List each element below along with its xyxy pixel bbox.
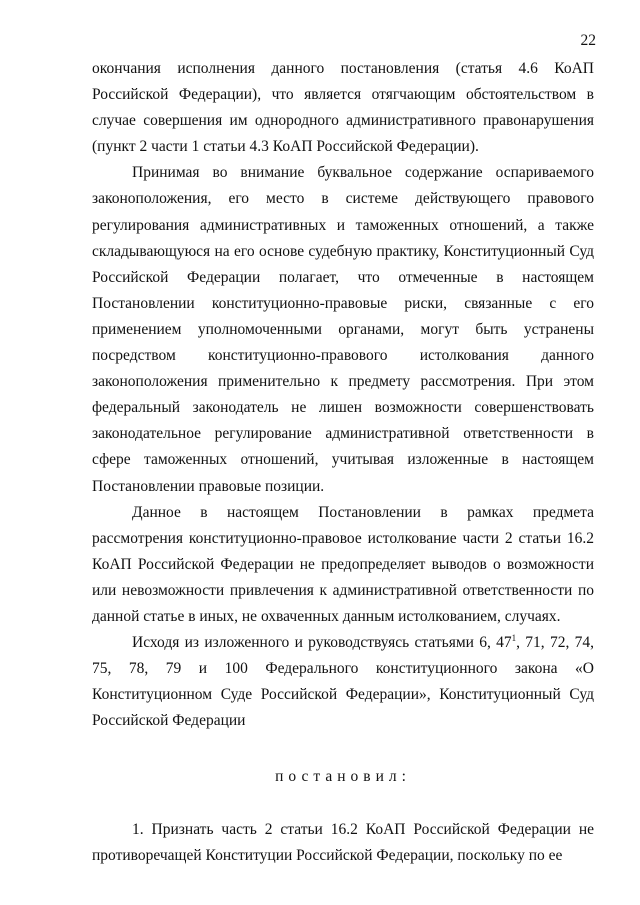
resolved-heading: постановил: (275, 768, 411, 786)
paragraph-legal-basis (92, 630, 594, 734)
legal-basis-text-end: , 71, 72, 74, 75, 78, 79 и 100 Федерального конституционного закона «О Конституционном Суде Российской Федерации», Конституционный Суд Российской Федерации (92, 634, 595, 730)
paragraph-continuation: окончания исполнения данного постановления (статья 4.6 КоАП Российской Федерации), что является отягчающим обстоятельством в случае совершения им однородного административного правонарушения (пункт 2 части 1 статьи 4.3 КоАП Российской Федерации). (92, 60, 594, 156)
paragraph-legal-risks: Принимая во внимание буквальное содержание оспариваемого законоположения, его место в системе действующего правового регулирования административных и таможенных отношений, а также складывающуюся на его основе судебную практику, Конституционный Суд Российской Федерации полагает, что отмеченные в настоящем Постановлении конституционно-правовые риски, связанные с его применением уполномоченными органами, могут быть устранены посредством конституционно-правового истолкования данного законоположения применительно к предмету рассмотрения. При этом федеральный законодатель не лишен возможности совершенствовать законодательное регулирование административной ответственности в сфере таможенных отношений, учитывая изложенные в настоящем Постановлении правовые позиции. (92, 164, 594, 495)
document-body (92, 56, 594, 869)
article-superscript: 1 (511, 633, 517, 644)
page-number: 22 (580, 32, 596, 49)
resolution-item-1: 1. Признать часть 2 статьи 16.2 КоАП Российской Федерации не противоречащей Конституции Российской Федерации, поскольку по ее (92, 820, 594, 864)
legal-basis-text-start: Исходя из изложенного и руководствуясь статьями 6, 47 (132, 634, 512, 652)
paragraph-interpretation-scope: Данное в настоящем Постановлении в рамках предмета рассмотрения конституционно-правовое истолкование части 2 статьи 16.2 КоАП Российской Федерации не предопределяет выводов о возможности или невозможности привлечения к административной ответственности по данной статье в иных, не охваченных данным истолкованием, случаях. (92, 503, 594, 625)
